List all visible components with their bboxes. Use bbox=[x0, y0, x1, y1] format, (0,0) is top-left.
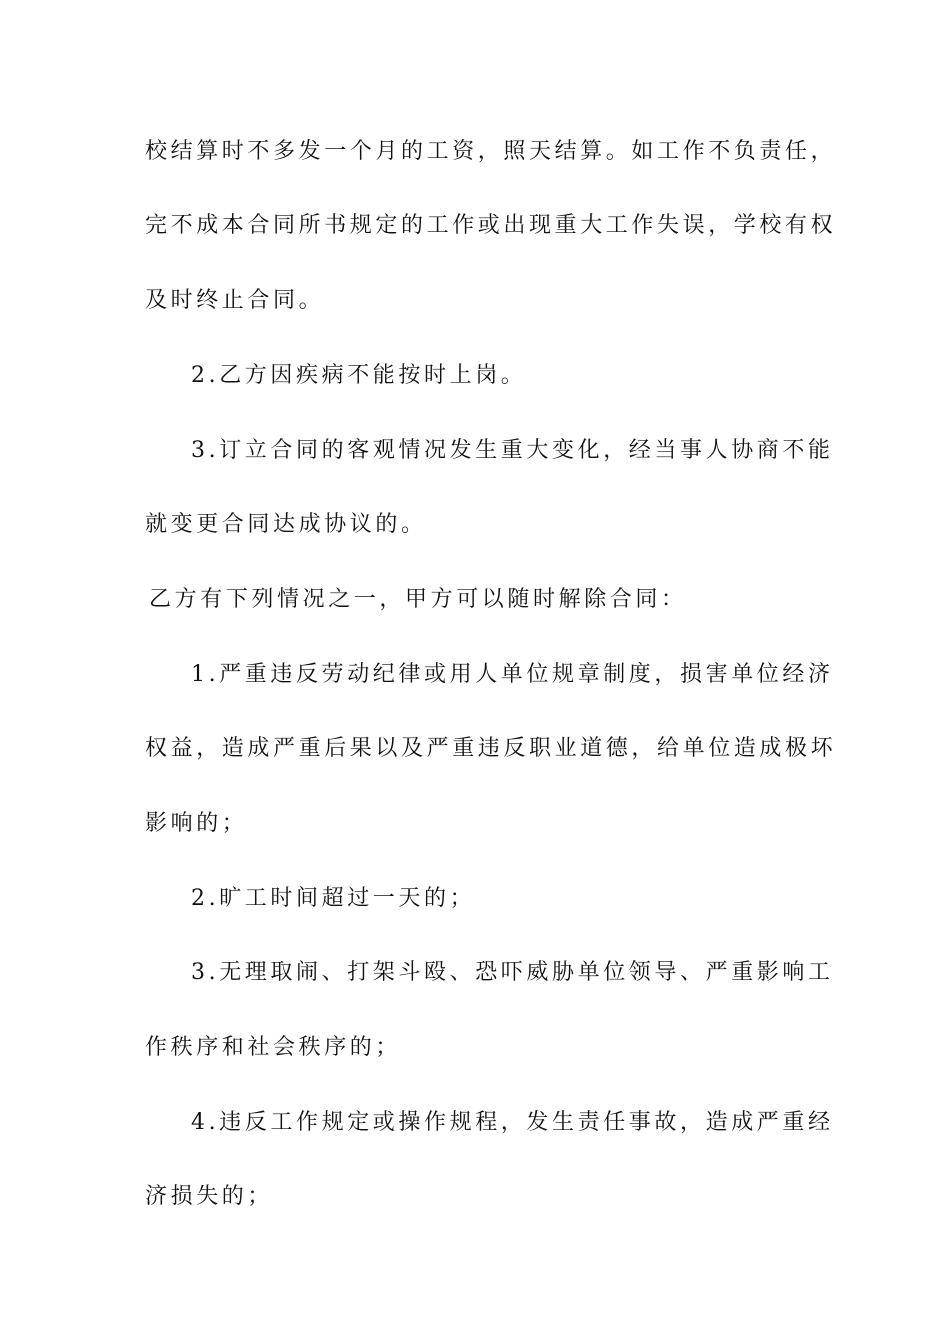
text-line: 影响的； bbox=[145, 811, 248, 836]
text-line: 1.严重违反劳动纪律或用人单位规章制度，损害单位经济 bbox=[191, 662, 834, 687]
text-line: 2.乙方因疾病不能按时上岗。 bbox=[191, 363, 527, 388]
text-line: 就变更合同达成协议的。 bbox=[145, 512, 427, 537]
text-line: 3.无理取闹、打架斗殴、恐吓威胁单位领导、严重影响工 bbox=[191, 960, 834, 985]
text-line: 2.旷工时间超过一天的； bbox=[191, 886, 476, 911]
text-line: 完不成本合同所书规定的工作或出现重大工作失误，学校有权 bbox=[145, 213, 837, 238]
text-line: 及时终止合同。 bbox=[145, 288, 325, 313]
text-line: 乙方有下列情况之一，甲方可以随时解除合同： bbox=[149, 587, 687, 612]
text-line: 作秩序和社会秩序的； bbox=[145, 1035, 402, 1060]
text-line: 4.违反工作规定或操作规程，发生责任事故，造成严重经 bbox=[191, 1110, 834, 1135]
text-line: 济损失的； bbox=[145, 1184, 274, 1209]
text-line: 校结算时不多发一个月的工资，照天结算。如工作不负责任， bbox=[145, 139, 837, 164]
text-line: 3.订立合同的客观情况发生重大变化，经当事人协商不能 bbox=[191, 438, 834, 463]
text-line: 权益，造成严重后果以及严重违反职业道德，给单位造成极坏 bbox=[145, 736, 837, 761]
